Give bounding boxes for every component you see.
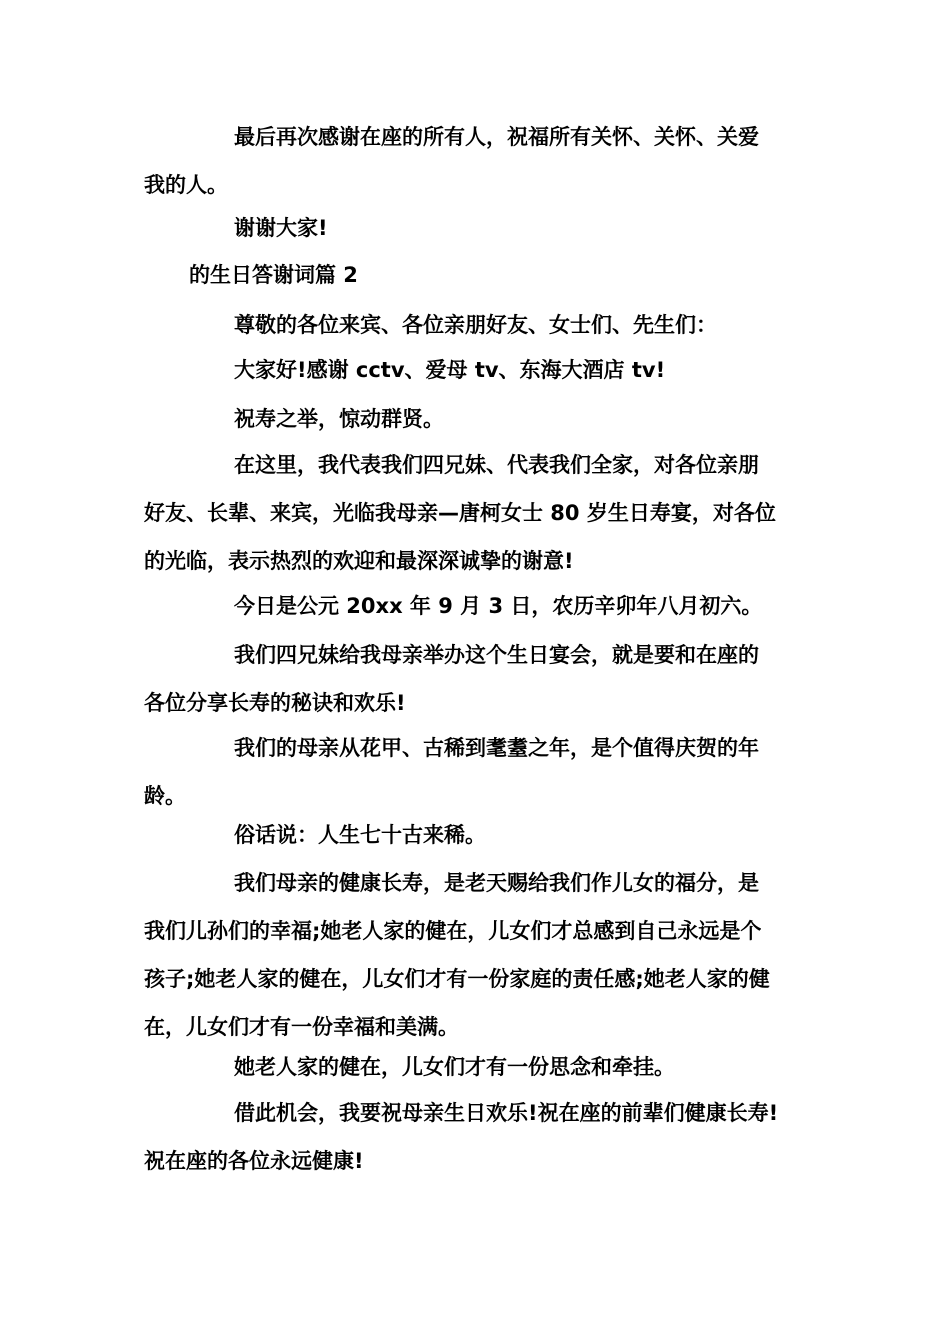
paragraph-salutation [144, 301, 808, 349]
text-line: 我们母亲的健康长寿，是老天赐给我们作儿女的福分，是 [234, 871, 759, 895]
text-line: 各位分享长寿的秘诀和欢乐! [144, 691, 406, 715]
paragraph-blessing [144, 859, 808, 1051]
paragraph-closing-thanks [144, 113, 808, 209]
section-heading: 的生日答谢词篇 2 [189, 263, 358, 287]
paragraph-welcome [144, 441, 808, 585]
text-line: 祝寿之举，惊动群贤。 [234, 407, 444, 431]
paragraph-thanks-all [144, 204, 808, 252]
text-line: 尊敬的各位来宾、各位亲朋好友、女士们、先生们： [234, 313, 717, 337]
text-line: 孩子;她老人家的健在，儿女们才有一份家庭的责任感;她老人家的健 [144, 967, 770, 991]
text-line: 的光临，表示热烈的欢迎和最深深诚挚的谢意! [144, 549, 574, 573]
paragraph-mother-age [144, 724, 808, 820]
text-line: 我们四兄妹给我母亲举办这个生日宴会，就是要和在座的 [234, 643, 759, 667]
paragraph-banquet [144, 631, 808, 727]
paragraph-longing [144, 1043, 808, 1091]
paragraph-saying [144, 811, 808, 859]
text-line: 在这里，我代表我们四兄妹、代表我们全家，对各位亲朋 [234, 453, 759, 477]
paragraph-greeting [144, 346, 808, 394]
text-line: 大家好!感谢 cctv、爱母 tv、东海大酒店 tv! [234, 358, 666, 382]
text-line: 俗话说：人生七十古来稀。 [234, 823, 486, 847]
text-line: 祝在座的各位永远健康! [144, 1149, 364, 1173]
paragraph-celebration [144, 395, 808, 443]
text-line: 借此机会，我要祝母亲生日欢乐!祝在座的前辈们健康长寿! [234, 1101, 779, 1125]
paragraph-final-wishes [144, 1089, 808, 1185]
text-line: 我的人。 [144, 173, 228, 197]
text-line: 我们儿孙们的幸福;她老人家的健在，儿女们才总感到自己永远是个 [144, 919, 762, 943]
text-line: 她老人家的健在，儿女们才有一份思念和牵挂。 [234, 1055, 675, 1079]
text-line: 好友、长辈、来宾，光临我母亲—唐柯女士 80 岁生日寿宴，对各位 [144, 501, 776, 525]
text-line: 在，儿女们才有一份幸福和美满。 [144, 1015, 459, 1039]
text-line: 最后再次感谢在座的所有人，祝福所有关怀、关怀、关爱 [234, 125, 759, 149]
paragraph-date [144, 582, 808, 630]
text-line: 龄。 [144, 784, 186, 808]
text-line: 今日是公元 20xx 年 9 月 3 日，农历辛卯年八月初六。 [234, 594, 763, 618]
text-line: 谢谢大家! [234, 216, 328, 240]
text-line: 我们的母亲从花甲、古稀到耄耋之年，是个值得庆贺的年 [234, 736, 759, 760]
